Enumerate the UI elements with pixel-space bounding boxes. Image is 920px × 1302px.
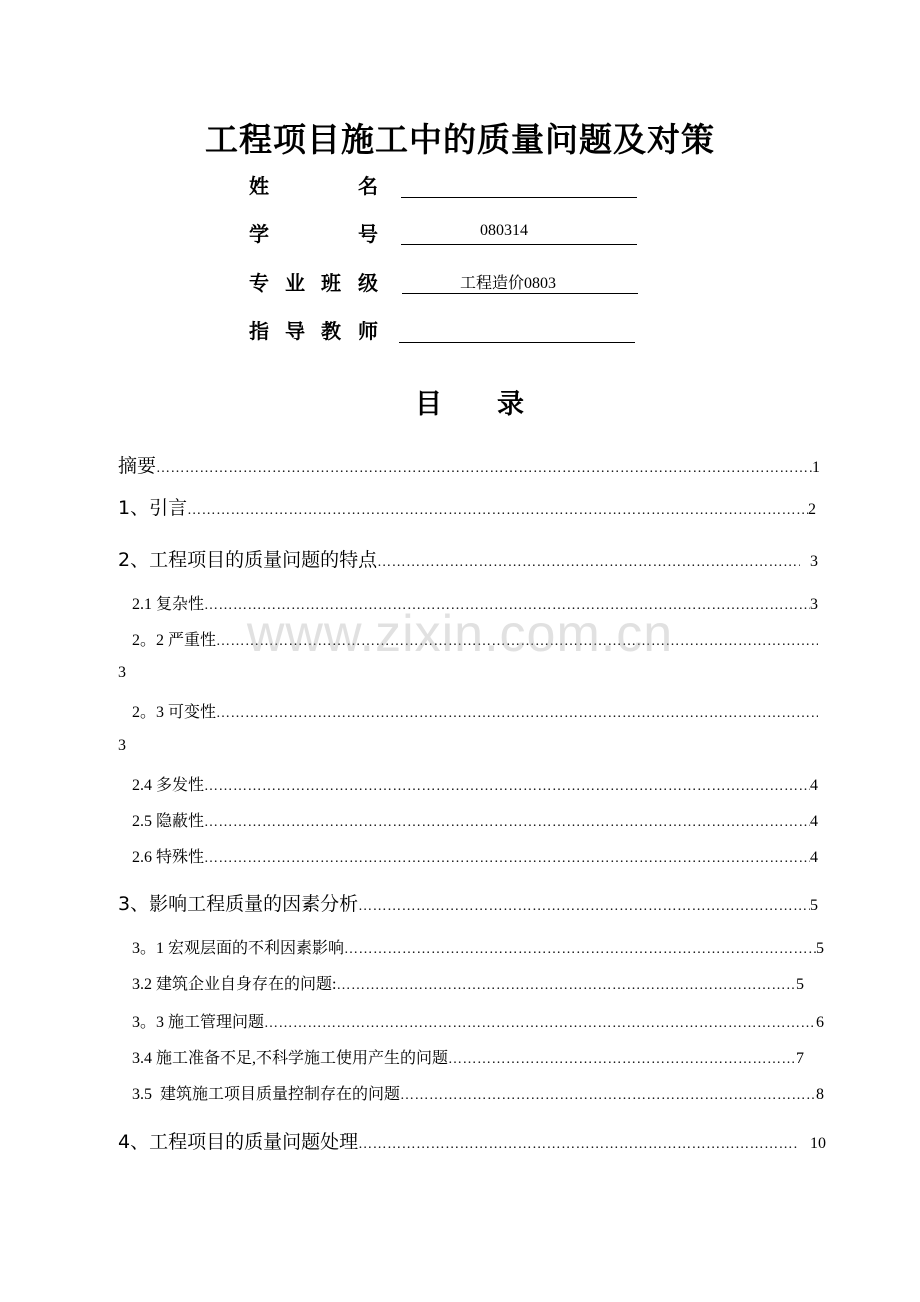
toc-leader-dots: [204, 779, 810, 795]
toc-entry-2-3[interactable]: [132, 699, 818, 722]
toc-entry-2-4[interactable]: [132, 772, 818, 795]
toc-leader-dots: [264, 1016, 816, 1032]
toc-leader-dots: [448, 1052, 796, 1068]
id-label-char-2: 号: [358, 222, 378, 246]
toc-entry-text: 3.2 建筑企业自身存在的问题:: [132, 976, 337, 993]
name-underline: [401, 197, 637, 198]
toc-entry-section-4[interactable]: [118, 1127, 826, 1154]
toc-entry-3-4[interactable]: [132, 1045, 804, 1068]
toc-entry-3-3[interactable]: [132, 1009, 824, 1032]
toc-entry-3-1[interactable]: [132, 935, 824, 958]
toc-entry-text: 3.4 施工准备不足,不科学施工使用产生的问题: [132, 1050, 449, 1067]
toc-entry-text: 2、工程项目的质量问题的特点: [118, 549, 378, 571]
toc-entry-text: 2.5 隐蔽性: [132, 813, 205, 830]
toc-entry-text: 摘要: [118, 455, 157, 477]
toc-entry-text: 2.1 复杂性: [132, 596, 205, 613]
toc-leader-dots: [358, 899, 810, 915]
toc-entry-page: 4: [810, 813, 818, 830]
name-label-char-2: 名: [358, 174, 378, 198]
toc-leader-dots: [204, 851, 810, 867]
teacher-label-char-2: 导: [285, 319, 305, 343]
student-id-value: 080314: [480, 222, 528, 239]
toc-leader-dots: [204, 815, 810, 831]
toc-entry-text: 2.4 多发性: [132, 777, 205, 794]
toc-entry-2-6[interactable]: [132, 844, 818, 867]
class-label-char-1: 专: [249, 271, 269, 295]
toc-entry-2-3-page: 3: [118, 737, 126, 754]
toc-entry-text: 2。2 严重性: [132, 632, 217, 649]
toc-entry-page: 5: [816, 940, 824, 957]
toc-entry-introduction[interactable]: [118, 493, 816, 520]
teacher-underline: [399, 342, 635, 343]
toc-entry-page: 10: [810, 1135, 826, 1152]
toc-entry-page: 4: [810, 849, 818, 866]
toc-entry-page: 1: [812, 459, 820, 476]
toc-entry-text: 3。3 施工管理问题: [132, 1014, 265, 1031]
toc-entry-text: 3.5 建筑施工项目质量控制存在的问题: [132, 1086, 401, 1103]
teacher-label-char-1: 指: [249, 319, 269, 343]
toc-entry-3-5[interactable]: [132, 1081, 824, 1104]
toc-heading-char-2: 录: [497, 389, 524, 420]
toc-entry-page: 6: [816, 1014, 824, 1031]
toc-entry-text: 3、影响工程质量的因素分析: [118, 893, 359, 915]
toc-entry-2-2-page: 3: [118, 664, 126, 681]
toc-leader-dots: [216, 706, 818, 722]
toc-entry-text: 2。3 可变性: [132, 704, 217, 721]
toc-leader-dots: [336, 978, 796, 994]
toc-entry-section-2[interactable]: [118, 545, 818, 572]
toc-entry-page: 3: [810, 553, 818, 570]
toc-leader-dots: [400, 1088, 816, 1104]
toc-entry-2-5[interactable]: [132, 808, 818, 831]
toc-entry-text: 3。1 宏观层面的不利因素影响: [132, 940, 345, 957]
toc-entry-page: 4: [810, 777, 818, 794]
teacher-label-char-4: 师: [358, 319, 378, 343]
toc-entry-text: 1、引言: [118, 497, 188, 519]
toc-entry-page: 5: [796, 976, 804, 993]
toc-leader-dots: [344, 942, 816, 958]
toc-entry-page: 5: [810, 897, 818, 914]
toc-entry-section-3[interactable]: [118, 889, 818, 916]
class-label-char-3: 班: [321, 271, 341, 295]
toc-entry-page: 8: [816, 1086, 824, 1103]
toc-leader-dots: [187, 503, 808, 519]
class-label-char-2: 业: [285, 271, 305, 295]
toc-entry-page: 7: [796, 1050, 804, 1067]
class-underline: [402, 293, 638, 294]
toc-entry-abstract[interactable]: [118, 451, 820, 478]
id-underline: [401, 244, 637, 245]
name-label-char-1: 姓: [249, 174, 269, 198]
toc-leader-dots: [156, 461, 812, 477]
watermark: www.zixin.com.cn: [246, 605, 674, 663]
toc-leader-dots: [377, 555, 800, 571]
toc-entry-3-2[interactable]: [132, 971, 804, 994]
document-title: 工程项目施工中的质量问题及对策: [205, 120, 715, 159]
class-value: 工程造价0803: [459, 275, 556, 292]
toc-entry-text: 2.6 特殊性: [132, 849, 205, 866]
toc-heading-char-1: 目: [415, 389, 442, 420]
toc-entry-page: 3: [810, 596, 818, 613]
toc-entry-page: 2: [808, 501, 816, 518]
class-label-char-4: 级: [358, 271, 378, 295]
toc-entry-text: 4、工程项目的质量问题处理: [118, 1131, 359, 1153]
teacher-label-char-3: 教: [321, 319, 341, 343]
toc-leader-dots: [358, 1137, 798, 1153]
id-label-char-1: 学: [249, 222, 269, 246]
